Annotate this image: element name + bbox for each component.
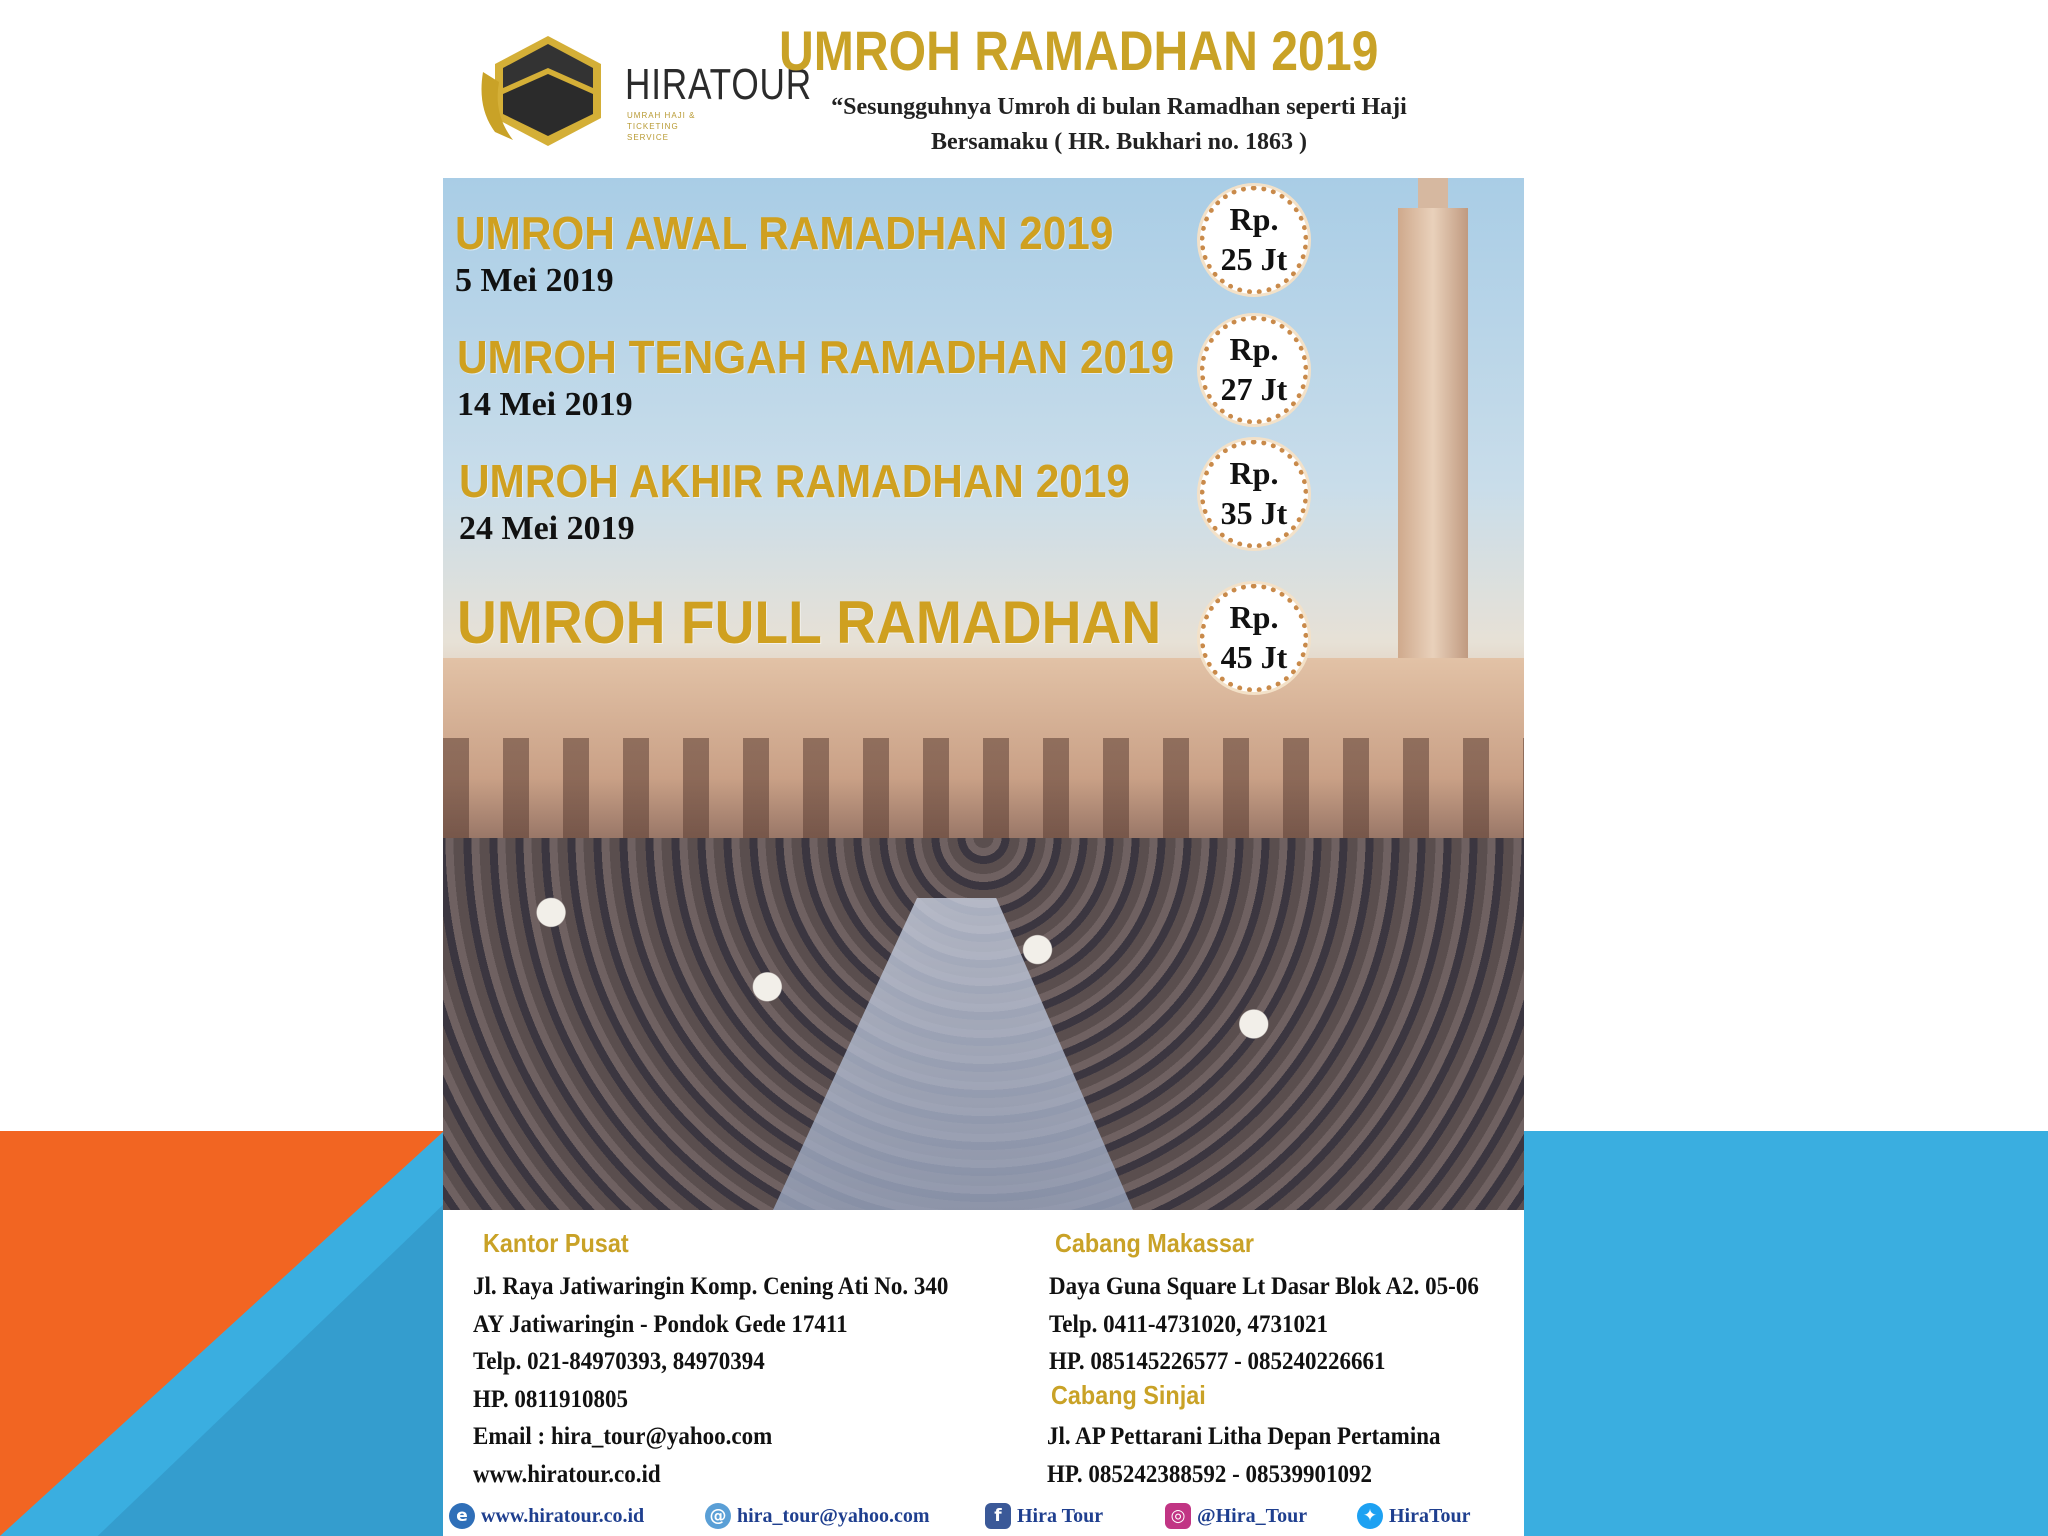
offer-date: 24 Mei 2019 <box>459 510 635 547</box>
logo-tagline: UMRAH HAJI & TICKETING SERVICE <box>627 111 696 142</box>
price-badge <box>1200 440 1308 548</box>
facebook-text: Hira Tour <box>1017 1504 1104 1527</box>
social-bar <box>443 1495 1524 1536</box>
price-badge <box>1200 316 1308 424</box>
phone-line: Telp. 021-84970393, 84970394 <box>473 1348 765 1375</box>
address-line: Jl. AP Pettarani Litha Depan Pertamina <box>1047 1423 1441 1450</box>
email-line: Email : hira_tour@yahoo.com <box>473 1423 773 1450</box>
price-value: 45 Jt <box>1220 639 1288 675</box>
offer-full <box>457 588 1222 657</box>
address-line: AY Jatiwaringin - Pondok Gede 17411 <box>473 1310 848 1338</box>
globe-icon: e <box>449 1503 475 1529</box>
price-value: 25 Jt <box>1220 241 1288 277</box>
social-facebook[interactable] <box>985 1503 1103 1529</box>
instagram-icon: ◎ <box>1165 1503 1191 1529</box>
offer-date: 14 Mei 2019 <box>457 386 633 423</box>
social-instagram[interactable] <box>1165 1503 1307 1529</box>
price-label: Rp. <box>1229 201 1279 237</box>
sinjai-title: Cabang Sinjai <box>1051 1380 1206 1410</box>
offer-name: UMROH TENGAH RAMADHAN 2019 <box>457 331 1175 383</box>
address-line: Daya Guna Square Lt Dasar Blok A2. 05-06 <box>1049 1273 1479 1300</box>
website-text: www.hiratour.co.id <box>481 1504 645 1527</box>
head-office-title: Kantor Pusat <box>483 1228 629 1258</box>
price-value: 35 Jt <box>1220 495 1288 531</box>
twitter-icon: ✦ <box>1357 1503 1383 1529</box>
social-email[interactable] <box>705 1503 929 1529</box>
logo-wordmark: HIRATOUR <box>625 60 812 109</box>
sinjai-address <box>1047 1418 1441 1493</box>
makassar-address <box>1049 1268 1479 1381</box>
mobile-line: HP. 085145226577 - 085240226661 <box>1049 1348 1386 1375</box>
social-twitter[interactable] <box>1357 1503 1471 1529</box>
kaaba-logo-icon <box>473 28 623 156</box>
offer-tengah <box>457 330 1237 424</box>
phone-line: Telp. 0411-4731020, 4731021 <box>1049 1310 1329 1338</box>
email-text: hira_tour@yahoo.com <box>737 1504 930 1527</box>
price-label: Rp. <box>1229 599 1279 635</box>
offer-name: UMROH AWAL RAMADHAN 2019 <box>455 207 1114 259</box>
instagram-text: @Hira_Tour <box>1197 1504 1308 1527</box>
address-line: Jl. Raya Jatiwaringin Komp. Cening Ati No. 340 <box>473 1273 949 1300</box>
price-value: 27 Jt <box>1220 371 1288 407</box>
offer-name: UMROH FULL RAMADHAN <box>457 589 1162 656</box>
twitter-text: HiraTour <box>1389 1504 1471 1527</box>
poster-header <box>443 0 1524 178</box>
price-badge <box>1200 186 1308 294</box>
umroh-poster <box>443 0 1524 1536</box>
website-line: www.hiratour.co.id <box>473 1460 661 1488</box>
mosque-photo <box>443 178 1524 1210</box>
social-website[interactable] <box>449 1503 644 1529</box>
mobile-line: HP. 0811910805 <box>473 1385 629 1413</box>
head-office-address <box>473 1268 948 1493</box>
offer-awal <box>455 206 1171 300</box>
mobile-line: HP. 085242388592 - 08539901092 <box>1047 1460 1372 1488</box>
offer-date: 5 Mei 2019 <box>455 262 614 299</box>
poster-title: UMROH RAMADHAN 2019 <box>779 19 1379 82</box>
offer-name: UMROH AKHIR RAMADHAN 2019 <box>459 455 1130 507</box>
hiratour-logo <box>473 28 812 156</box>
hadith-quote: “Sesungguhnya Umroh di bulan Ramadhan seperti Haji Bersamaku ( HR. Bukhari no. 1863 ) <box>831 94 1407 155</box>
makassar-title: Cabang Makassar <box>1055 1228 1254 1258</box>
offer-akhir <box>459 454 1188 548</box>
facebook-icon: f <box>985 1503 1011 1529</box>
email-icon: @ <box>705 1503 731 1529</box>
contact-footer <box>443 1210 1524 1536</box>
price-label: Rp. <box>1229 455 1279 491</box>
price-label: Rp. <box>1229 331 1279 367</box>
price-badge <box>1200 584 1308 692</box>
